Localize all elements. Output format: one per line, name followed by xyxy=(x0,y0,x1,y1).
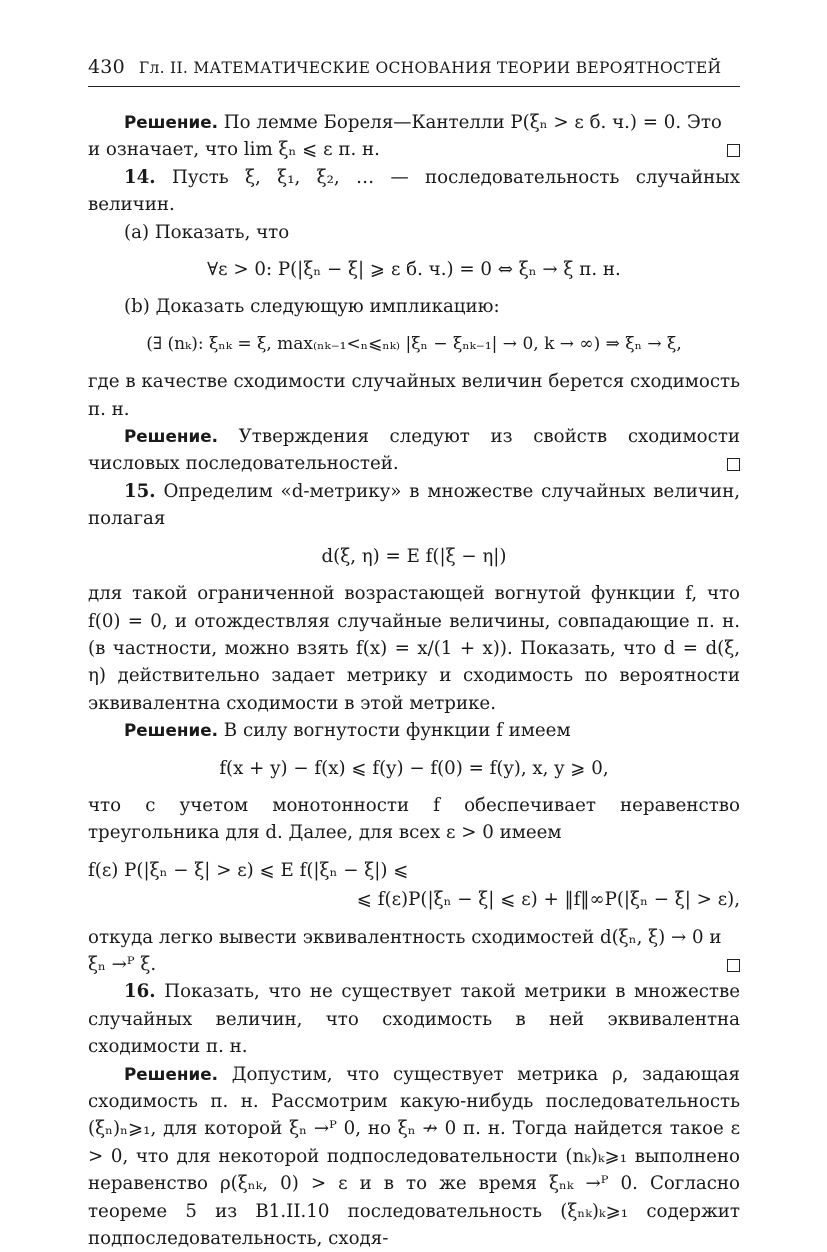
paragraph xyxy=(88,136,740,163)
page-body xyxy=(88,109,740,1252)
paragraph-text: Пусть ξ, ξ₁, ξ₂, … — последовательность случайных величин. xyxy=(88,166,740,216)
paragraph xyxy=(88,924,740,951)
problem-paragraph xyxy=(88,978,740,1060)
book-page xyxy=(88,56,740,1252)
problem-paragraph xyxy=(88,478,740,533)
paragraph xyxy=(88,423,740,478)
paragraph-text: где в качестве сходимости случайных величин берется сходимость п. н. xyxy=(88,371,740,420)
paragraph-text: В силу вогнутости функции f имеем xyxy=(223,720,571,742)
problem-paragraph xyxy=(88,164,740,219)
equation: d(ξ, η) = E f(|ξ − η|) xyxy=(321,545,507,567)
paragraph xyxy=(88,717,740,744)
paragraph xyxy=(88,580,740,717)
page-number: 430 xyxy=(88,56,125,78)
equation: f(x + y) − f(x) ⩽ f(y) − f(0) = f(y), x, y ⩾ 0, xyxy=(219,757,609,779)
paragraph-text: Утверждения следуют из свойств сходимости числовых последовательностей. xyxy=(88,426,740,475)
paragraph xyxy=(88,1061,740,1252)
paragraph xyxy=(88,368,740,423)
solution-label: Решение. xyxy=(124,720,218,741)
paragraph xyxy=(88,219,740,246)
paragraph-text: и означает, что lim ξₙ ⩽ ε п. н. xyxy=(88,139,380,161)
qed-square-icon xyxy=(727,959,740,972)
paragraph xyxy=(88,109,740,136)
equation: ⩽ f(ε)P(|ξₙ − ξ| ⩽ ε) + ‖f‖∞P(|ξₙ − ξ| > ε), xyxy=(356,889,740,911)
paragraph-text: (a) Показать, что xyxy=(124,221,290,243)
solution-label: Решение. xyxy=(124,426,218,447)
running-header xyxy=(88,56,740,87)
paragraph-text: Определим «d-метрику» в множестве случайных величин, полагая xyxy=(88,480,740,530)
paragraph-text: По лемме Бореля—Кантелли P(ξₙ > ε б. ч.) = 0. Это xyxy=(223,112,722,133)
problem-number: 15. xyxy=(124,480,156,502)
problem-number: 16. xyxy=(124,981,156,1003)
paragraph xyxy=(88,293,740,320)
qed-square-icon xyxy=(727,458,740,471)
paragraph-text: откуда легко вывести эквивалентность сходимостей d(ξₙ, ξ) → 0 и xyxy=(88,926,722,948)
equation: ∀ε > 0: P(|ξₙ − ξ| ⩾ ε б. ч.) = 0 ⇔ ξₙ → ξ п. н. xyxy=(207,259,621,281)
paragraph-text: для такой ограниченной возрастающей вогнутой функции f, что f(0) = 0, и отождествляя случайные величины, совпадающие п. н. (в частности, можно взять f(x) = x/(1 + x)). Показать, что d = d(ξ, η) действительно задает метрику и сходимость по вероятности эквивалентна сходимости в этой метрике. xyxy=(88,583,740,714)
paragraph xyxy=(88,951,740,978)
solution-label: Решение. xyxy=(124,1063,218,1084)
solution-label: Решение. xyxy=(124,112,218,132)
equation: (∃ (nₖ): ξₙₖ = ξ, max₍ₙₖ₋₁<ₙ⩽ₙₖ₎ |ξₙ − ξₙₖ₋₁| → 0, k → ∞) ⇒ ξₙ → ξ, xyxy=(146,333,682,354)
paragraph-text: (b) Доказать следующую импликацию: xyxy=(124,296,500,318)
problem-number: 14. xyxy=(124,166,156,188)
qed-square-icon xyxy=(727,144,740,157)
equation: f(ε) P(|ξₙ − ξ| > ε) ⩽ E f(|ξₙ − ξ|) ⩽ xyxy=(88,859,409,881)
paragraph-text: что с учетом монотонности f обеспечивает неравенство треугольника для d. Далее, для всех ε > 0 имеем xyxy=(88,794,740,844)
running-title: Гл. II. МАТЕМАТИЧЕСКИЕ ОСНОВАНИЯ ТЕОРИИ ВЕРОЯТНОСТЕЙ xyxy=(138,59,722,77)
paragraph-text: Показать, что не существует такой метрики в множестве случайных величин, что сходимость в ней эквивалентна сходимости п. н. xyxy=(88,981,740,1058)
paragraph xyxy=(88,792,740,847)
paragraph-text: ξₙ →ᴾ ξ. xyxy=(88,953,157,975)
paragraph-text: Допустим, что существует метрика ρ, задающая сходимость п. н. Рассмотрим какую-нибудь последовательность (ξₙ)ₙ⩾₁, для которой ξₙ →ᴾ 0, но ξₙ ↛ 0 п. н. Тогда найдется такое ε > 0, что для некоторой подпоследовательности (nₖ)ₖ⩾₁ выполнено неравенство ρ(ξₙₖ, 0) > ε и в то же время ξₙₖ →ᴾ 0. Согласно теореме 5 из B1.II.10 последовательность (ξₙₖ)ₖ⩾₁ содержит подпоследовательность, сходя- xyxy=(88,1063,740,1250)
